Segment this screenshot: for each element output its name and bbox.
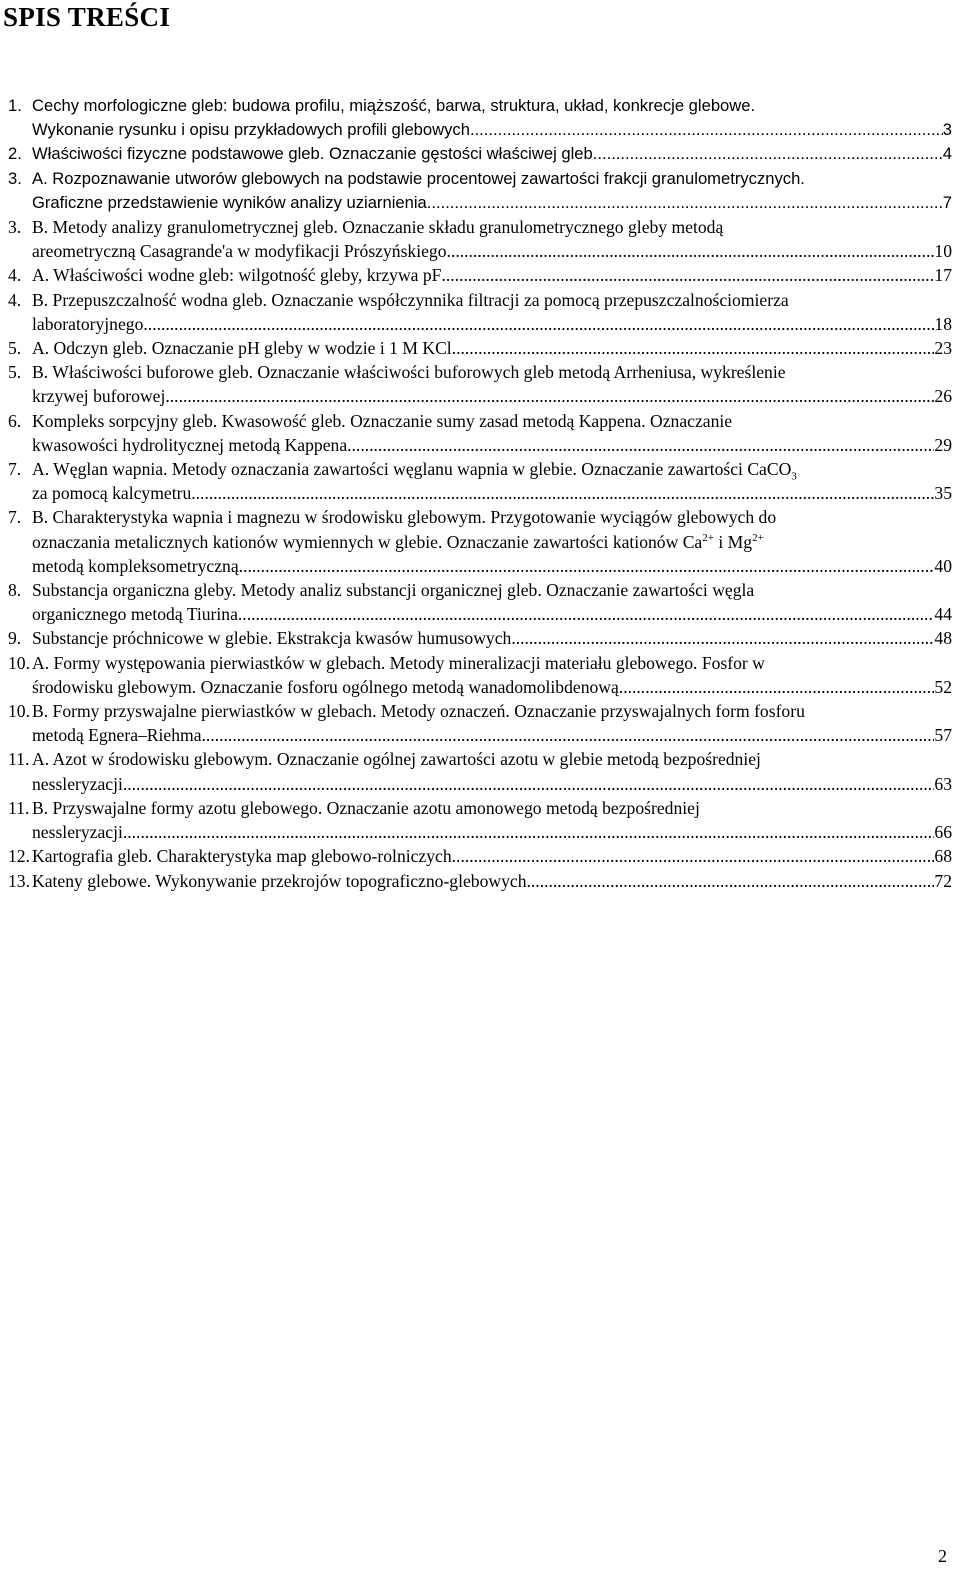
toc-entry-11a[interactable] [8,747,952,795]
toc-entry-line-text: A. Węglan wapnia. Metody oznaczania zawartości węglanu wapnia w glebie. Oznaczanie zawartości CaCO [32,459,792,480]
page-title: SPIS TREŚCI [3,2,171,32]
toc-page-number: 7 [942,192,952,212]
toc-entry-line [32,530,952,554]
toc-leader-dots [447,239,935,263]
toc-entry-number: 11. [8,797,30,818]
toc-page-number: 35 [934,483,952,504]
toc-entry-4a[interactable] [8,263,952,287]
table-of-contents [8,94,952,893]
toc-entry-line [32,457,952,481]
toc-entry-number: 11. [8,749,30,770]
toc-leader-dots [452,336,935,360]
subscript-three: 3 [791,470,797,483]
toc-entry-10a[interactable] [8,651,952,699]
toc-entry-title: środowisku glebowym. Oznaczanie fosforu ogólnego metodą wanadomolibdenową [32,676,619,697]
toc-entry-number: 13. [8,870,30,891]
toc-entry-number: 4. [8,265,22,286]
page-number: 2 [938,1546,947,1566]
toc-page-number: 29 [934,434,952,455]
toc-entry-title: Kateny glebowe. Wykonywanie przekrojów topograficzno-glebowych [32,870,527,891]
toc-page-number: 63 [934,773,952,794]
toc-entry-number: 7. [8,459,22,480]
toc-entry-line: A. Azot w środowisku glebowym. Oznaczanie ogólnej zawartości azotu w glebie metodą bezpośredniej [32,749,761,770]
toc-entry-3a[interactable] [8,167,952,215]
toc-entry-title: Właściwości fizyczne podstawowe gleb. Oznaczanie gęstości właściwej gleb [32,144,593,164]
toc-entry-5b[interactable] [8,360,952,408]
toc-leader-dots [511,626,934,650]
toc-entry-line: B. Przyswajalne formy azotu glebowego. Oznaczanie azotu amonowego metodą bezpośredniej [32,797,700,818]
toc-entry-line: Cechy morfologiczne gleb: budowa profilu, miąższość, barwa, struktura, układ, konkrecje glebowe. [32,96,756,115]
toc-entry-line-text: oznaczania metalicznych kationów wymiennych w glebie. Oznaczanie zawartości kationów Ca [32,531,703,552]
toc-entry-title: A. Odczyn gleb. Oznaczanie pH gleby w wodzie i 1 M KCl [32,338,452,359]
toc-leader-dots [441,263,934,287]
toc-entry-line: B. Metody analizy granulometrycznej gleb. Oznaczanie składu granulometrycznego gleby metodą [32,217,724,238]
toc-leader-dots [527,869,935,893]
toc-entry-3b[interactable] [8,215,952,263]
toc-entry-6[interactable] [8,409,952,457]
toc-entry-number: 2. [8,144,22,164]
toc-leader-dots [123,772,935,796]
toc-entry-number: 3. [8,217,22,238]
toc-entry-number: 7. [8,507,22,528]
toc-entry-title: laboratoryjnego [32,313,144,334]
toc-entry-9[interactable] [8,626,952,650]
toc-entry-title: organicznego metodą Tiurina [32,604,238,625]
toc-page-number: 23 [934,338,952,359]
toc-entry-title: kwasowości hydrolitycznej metodą Kappena [32,434,348,455]
toc-entry-13[interactable] [8,869,952,893]
toc-leader-dots [347,433,934,457]
toc-leader-dots [123,820,935,844]
toc-entry-number: 12. [8,846,30,867]
toc-entry-title: A. Właściwości wodne gleb: wilgotność gleby, krzywa pF [32,265,442,286]
toc-entry-title: Graficzne przedstawienie wyników analizy uziarnienia [32,192,427,212]
toc-entry-2[interactable] [8,142,952,166]
toc-entry-number: 6. [8,410,22,431]
toc-entry-11b[interactable] [8,796,952,844]
toc-entry-10b[interactable] [8,699,952,747]
toc-leader-dots [202,723,935,747]
toc-entry-number: 1. [8,96,22,115]
toc-entry-line-text: i Mg [713,531,753,552]
toc-leader-dots [239,554,935,578]
toc-entry-5a[interactable] [8,336,952,360]
toc-entry-number: 4. [8,289,22,310]
toc-entry-title: Substancje próchnicowe w glebie. Ekstrakcja kwasów humusowych [32,628,512,649]
toc-leader-dots [238,602,935,626]
toc-page-number: 57 [934,725,952,746]
toc-entry-title: Wykonanie rysunku i opisu przykładowych profili glebowych [32,120,470,140]
toc-entry-7b[interactable] [8,505,952,578]
toc-entry-line: Substancja organiczna gleby. Metody analiz substancji organicznej gleb. Oznaczanie zawartości węgla [32,580,755,601]
toc-entry-line: A. Rozpoznawanie utworów glebowych na podstawie procentowej zawartości frakcji granulometrycznych. [32,168,805,188]
toc-entry-line: Kompleks sorpcyjny gleb. Kwasowość gleb. Oznaczanie sumy zasad metodą Kappena. Oznaczanie [32,410,733,431]
toc-page-number: 40 [934,555,952,576]
toc-entry-number: 9. [8,628,22,649]
toc-leader-dots [593,142,943,166]
superscript-charge: 2+ [702,531,714,544]
toc-entry-title: za pomocą kalcymetru [32,483,192,504]
toc-entry-line: B. Przepuszczalność wodna gleb. Oznaczanie współczynnika filtracji za pomocą przepuszczalnościomierza [32,289,789,310]
toc-entry-number: 10. [8,701,30,722]
toc-entry-4b[interactable] [8,288,952,336]
toc-page-number: 26 [934,386,952,407]
toc-page-number: 68 [934,846,952,867]
toc-page-number: 44 [934,604,952,625]
toc-entry-title: metodą Egnera–Riehma [32,725,202,746]
toc-page-number: 4 [942,144,952,164]
toc-entry-12[interactable] [8,844,952,868]
toc-leader-dots [452,844,935,868]
toc-entry-line: B. Formy przyswajalne pierwiastków w glebach. Metody oznaczeń. Oznaczanie przyswajalnych form fosforu [32,701,805,722]
toc-page-number: 18 [934,313,952,334]
toc-entry-title: nessleryzacji [32,822,123,843]
toc-entry-line: B. Charakterystyka wapnia i magnezu w środowisku glebowym. Przygotowanie wyciągów glebowych do [32,507,777,528]
toc-leader-dots [191,481,934,505]
toc-leader-dots [143,312,934,336]
toc-entry-title: areometryczną Casagrande'a w modyfikacji Prószyńskiego [32,241,447,262]
toc-entry-title: nessleryzacji [32,773,123,794]
toc-leader-dots [427,191,943,215]
toc-leader-dots [619,675,935,699]
toc-page-number: 17 [934,265,952,286]
toc-leader-dots [470,118,943,142]
superscript-charge: 2+ [752,531,764,544]
toc-entry-title: krzywej buforowej [32,386,166,407]
toc-entry-line: B. Właściwości buforowe gleb. Oznaczanie właściwości buforowych gleb metodą Arrheniusa, wykreślenie [32,362,786,383]
toc-entry-number: 3. [8,168,22,188]
toc-leader-dots [165,384,934,408]
toc-entry-number: 8. [8,580,22,601]
toc-entry-8[interactable] [8,578,952,626]
toc-page-number: 48 [934,628,952,649]
toc-page-number: 10 [934,241,952,262]
toc-entry-number: 5. [8,338,22,359]
toc-page-number: 3 [942,120,952,140]
toc-entry-1[interactable] [8,94,952,142]
toc-entry-title: Kartografia gleb. Charakterystyka map glebowo-rolniczych [32,846,452,867]
toc-page-number: 66 [934,822,952,843]
toc-page-number: 72 [934,870,952,891]
toc-entry-line: A. Formy występowania pierwiastków w glebach. Metody mineralizacji materiału glebowego. Fosfor w [32,652,765,673]
toc-page-number: 52 [934,676,952,697]
toc-entry-title: metodą kompleksometryczną [32,555,239,576]
toc-entry-number: 5. [8,362,22,383]
toc-entry-7a[interactable] [8,457,952,505]
toc-entry-number: 10. [8,652,30,673]
